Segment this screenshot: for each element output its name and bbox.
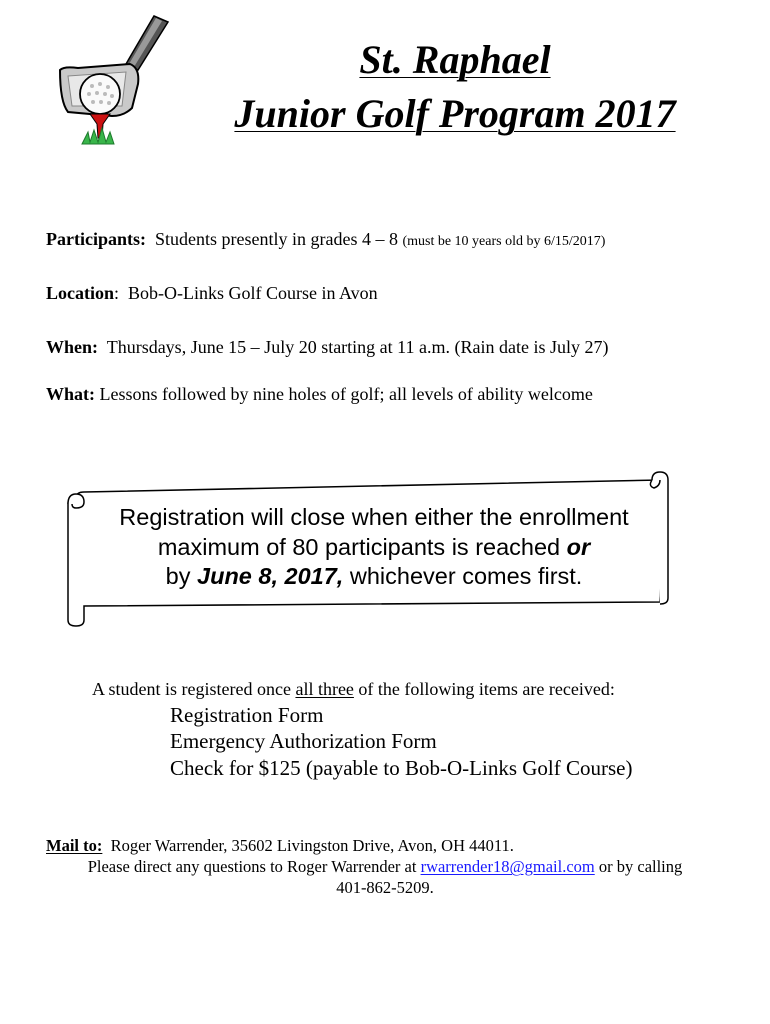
- notice-line3-pre: by: [165, 563, 198, 589]
- participants-note: (must be 10 years old by 6/15/2017): [402, 234, 606, 249]
- registration-intro-emphasis: all three: [295, 679, 354, 699]
- mail-to-address: Roger Warrender, 35602 Livingston Drive, Avon, OH 44011.: [110, 836, 514, 855]
- notice-line2-emphasis: or: [566, 533, 591, 560]
- participants-label: Participants:: [46, 229, 146, 249]
- what-row: [46, 384, 593, 405]
- golf-club-ball-tee-icon: [56, 12, 176, 152]
- questions-post: or by calling: [594, 857, 683, 876]
- notice-line3-post: whichever comes first.: [343, 563, 583, 589]
- when-label: When:: [46, 337, 99, 357]
- questions-pre: Please direct any questions to Roger Warrender at: [87, 857, 421, 876]
- what-label: What:: [46, 384, 95, 404]
- registration-item: Registration Form: [170, 703, 324, 727]
- registration-item: Emergency Authorization Form: [170, 729, 437, 753]
- mail-to-label: Mail to:: [46, 836, 103, 855]
- registration-intro-post: of the following items are received:: [353, 679, 615, 699]
- notice-deadline: June 8, 2017,: [197, 563, 344, 589]
- notice-line2-text: maximum of 80 participants is reached: [157, 533, 567, 560]
- phone-number: 401-862-5209.: [336, 878, 434, 897]
- registration-intro-pre: A student is registered once: [92, 679, 296, 699]
- registration-intro: [92, 679, 615, 700]
- what-value: Lessons followed by nine holes of golf; all levels of ability welcome: [99, 384, 593, 404]
- page-title-line2: Junior Golf Program 2017: [234, 91, 676, 136]
- location-row: Location: Bob-O-Links Golf Course in Avon: [46, 283, 378, 303]
- mail-to-row: [46, 836, 514, 856]
- page-title-line1: St. Raphael: [359, 37, 551, 82]
- participants-row: [46, 229, 605, 250]
- location-label: Location: [46, 283, 115, 303]
- notice-line2: [88, 533, 660, 563]
- when-row: [46, 337, 608, 358]
- registration-item: Check for $125 (payable to Bob-O-Links Golf Course): [170, 756, 633, 780]
- questions-line: [30, 856, 740, 877]
- participants-value: Students presently in grades 4 – 8: [154, 229, 398, 249]
- location-value: Bob-O-Links Golf Course in Avon: [128, 283, 378, 303]
- notice-line1: Registration will close when either the enrollment: [119, 504, 629, 530]
- email-link[interactable]: rwarrender18@gmail.com: [420, 857, 595, 876]
- notice-line3: [88, 562, 660, 592]
- registration-notice: [88, 503, 660, 592]
- when-value: Thursdays, June 15 – July 20 starting at 11 a.m. (Rain date is July 27): [106, 337, 609, 357]
